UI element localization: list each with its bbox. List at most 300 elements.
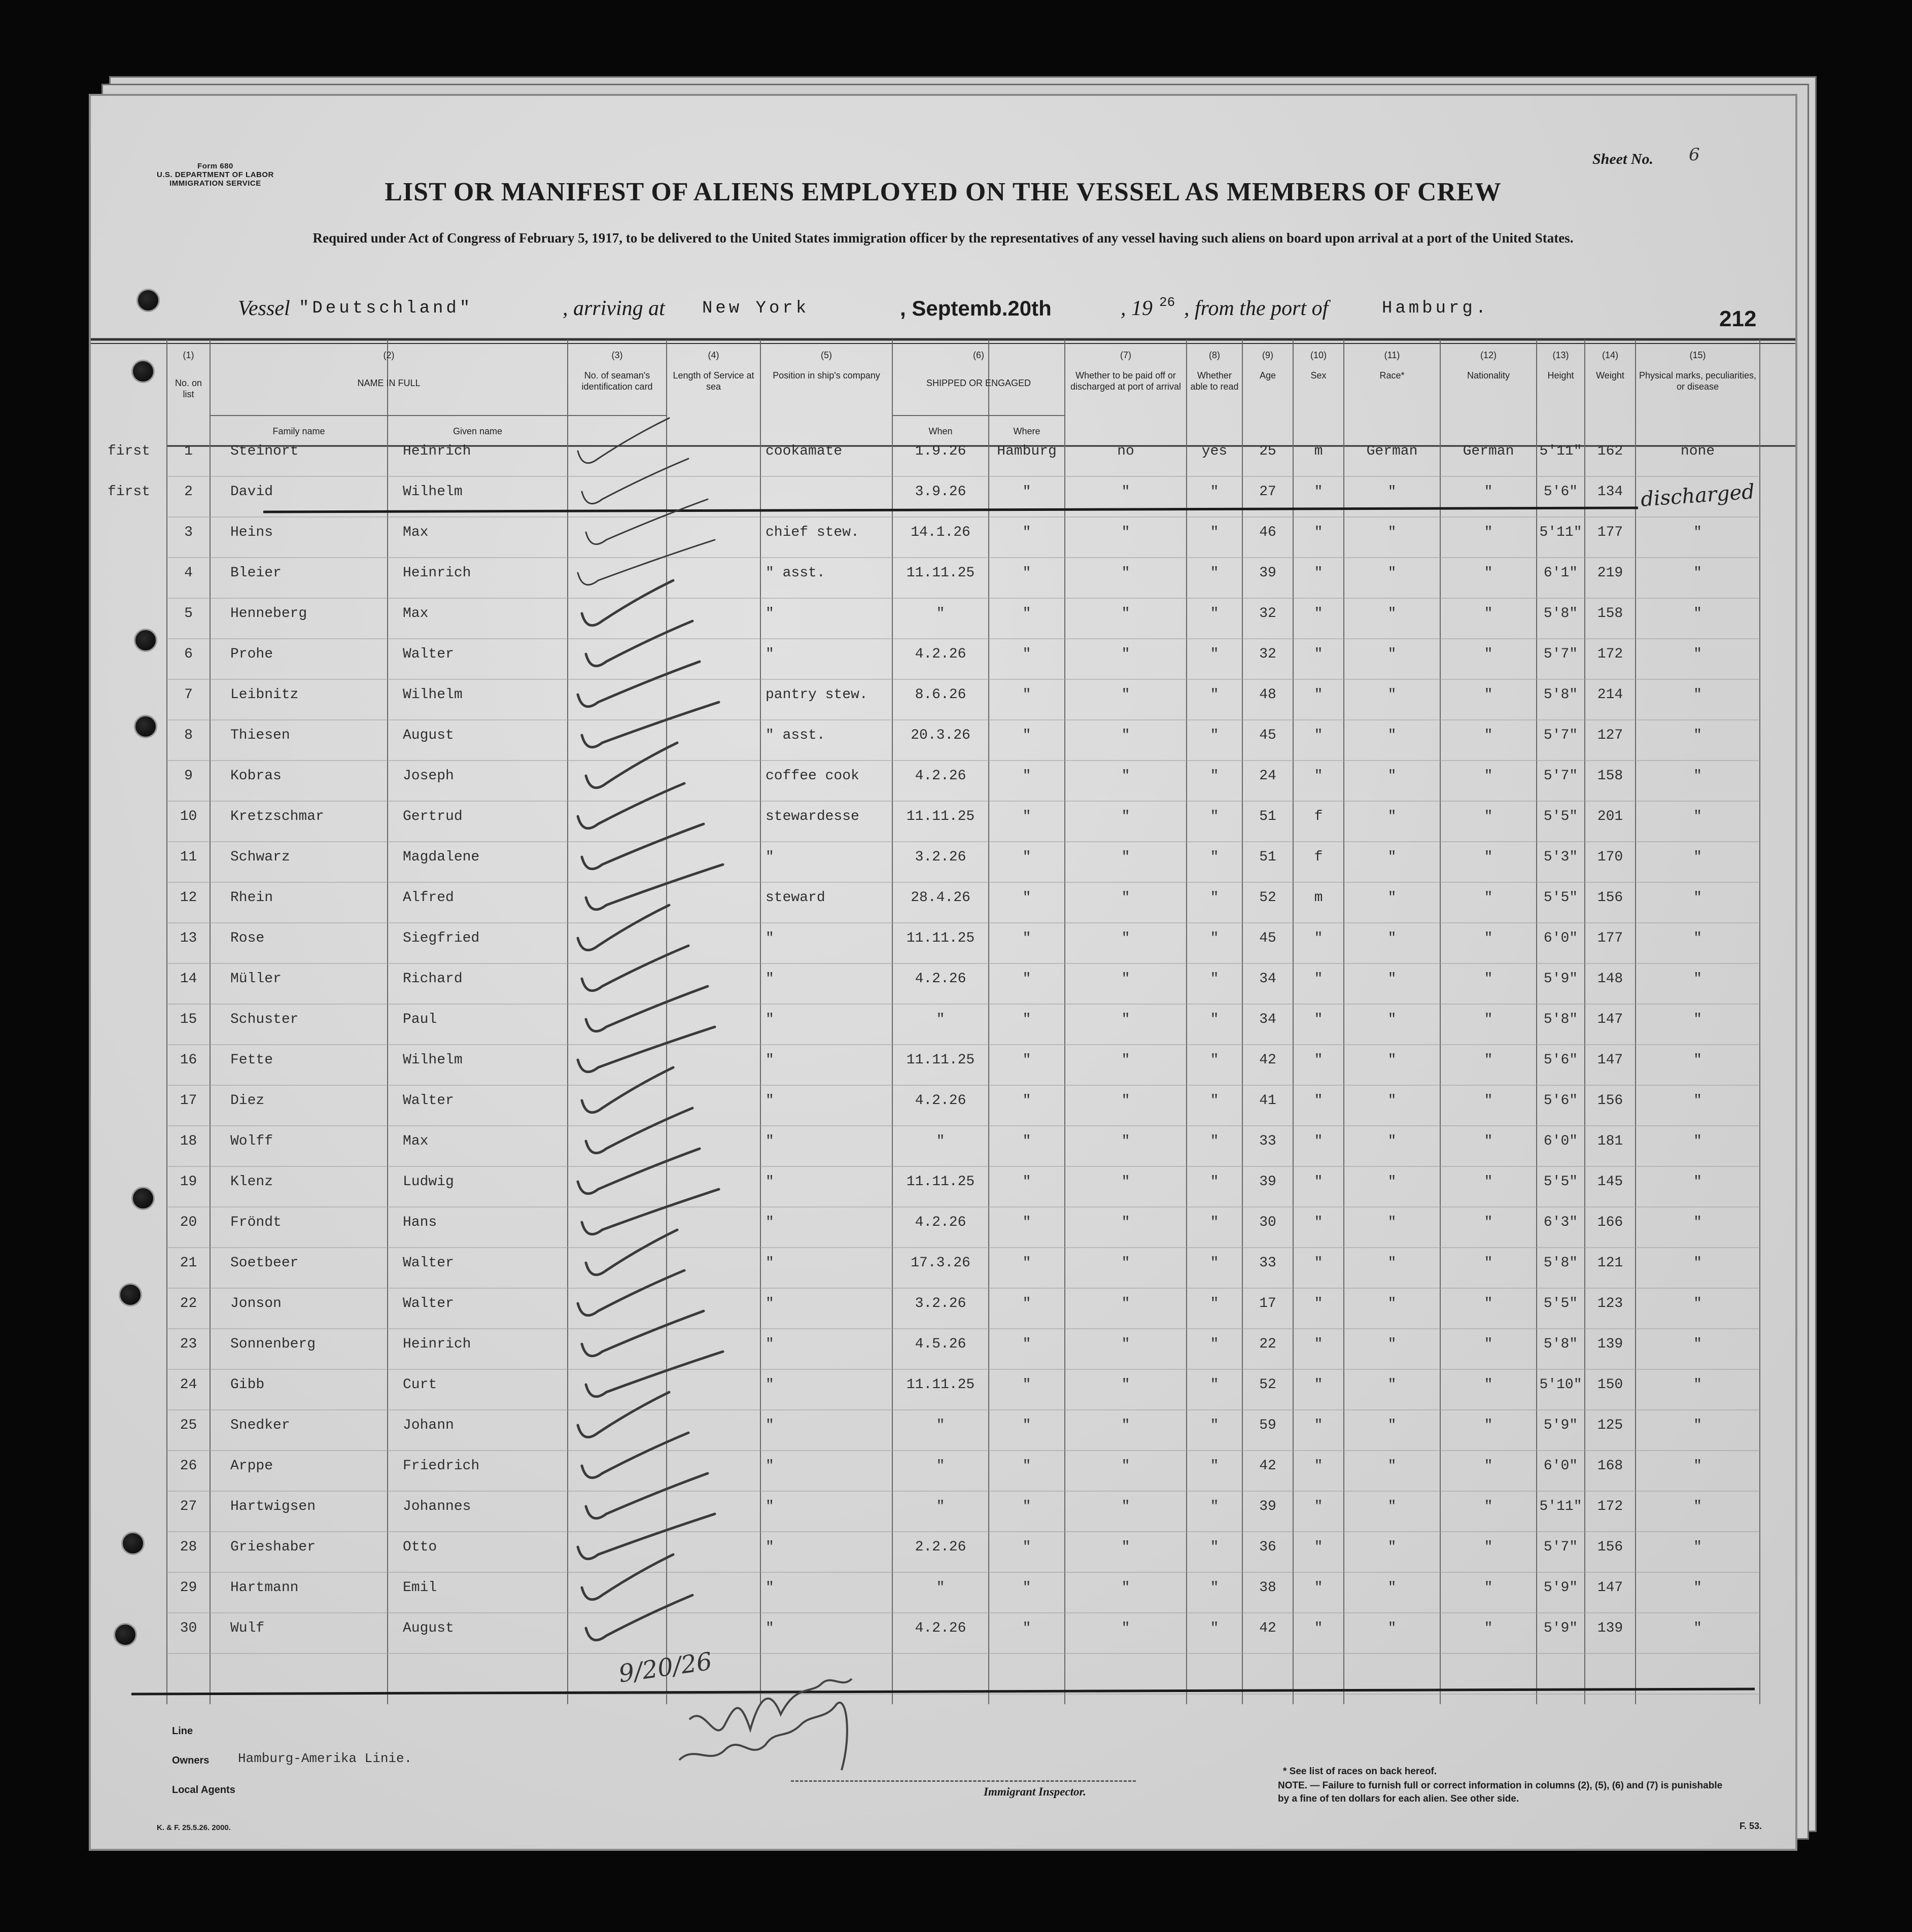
page-subtitle: Required under Act of Congress of February 5, 1917, to be delivered to the United States immigration officer by the representatives of any vessel having such aliens on board upon arrival at a port of the United States. — [312, 230, 1574, 246]
cell-read: " — [1210, 1620, 1219, 1636]
cell-read: " — [1210, 930, 1219, 946]
cell-nationality: " — [1484, 1336, 1493, 1352]
cell-height: 5'5" — [1543, 1296, 1578, 1312]
checkmark-icon — [582, 1067, 673, 1113]
cell-marks: " — [1693, 1620, 1702, 1636]
checkmark-icon — [578, 905, 669, 950]
cell-given: Walter — [403, 1255, 454, 1271]
cell-age: 36 — [1259, 1539, 1276, 1555]
cell-where: " — [1022, 1499, 1031, 1514]
cell-position: stewardesse — [766, 809, 859, 824]
cell-given: Wilhelm — [403, 1052, 463, 1068]
cell-height: 5'5" — [1543, 890, 1578, 906]
cell-height: 5'8" — [1543, 1336, 1578, 1352]
cell-age: 46 — [1259, 525, 1276, 540]
cell-family: Soetbeer — [230, 1255, 299, 1271]
cell-age: 59 — [1259, 1418, 1276, 1433]
checkmark-icon — [578, 662, 700, 707]
cell-paid: " — [1121, 1539, 1130, 1555]
cell-sex: " — [1314, 525, 1323, 540]
cell-when: 3.2.26 — [915, 849, 966, 865]
cell-age: 34 — [1259, 1012, 1276, 1027]
cell-paid: " — [1121, 1336, 1130, 1352]
cell-weight: 156 — [1597, 1093, 1623, 1109]
checkmark-icon — [582, 824, 704, 869]
cell-family: Arppe — [230, 1458, 273, 1474]
cell-family: Grieshaber — [230, 1539, 316, 1555]
cell-height: 5'11" — [1539, 1499, 1582, 1514]
cell-paid: " — [1121, 728, 1130, 743]
cell-no: 23 — [180, 1336, 197, 1352]
cell-no: 26 — [180, 1458, 197, 1474]
cell-nationality: " — [1484, 930, 1493, 946]
cell-where: " — [1022, 890, 1031, 906]
cell-sex: f — [1314, 849, 1323, 865]
checkmark-icon — [578, 1392, 669, 1437]
cell-age: 52 — [1259, 890, 1276, 906]
cell-race: " — [1387, 565, 1397, 581]
cell-paid: " — [1121, 1133, 1130, 1149]
cell-where: " — [1022, 1012, 1031, 1027]
cell-position: " — [766, 1499, 774, 1514]
cell-when: 3.2.26 — [915, 1296, 966, 1312]
column-header: SHIPPED OR ENGAGED — [926, 378, 1031, 388]
cell-read: " — [1210, 565, 1219, 581]
cell-marks: " — [1693, 687, 1702, 703]
cell-age: 30 — [1259, 1215, 1276, 1230]
column-number: (2) — [383, 350, 395, 360]
cell-where: " — [1022, 1539, 1031, 1555]
cell-position: " — [766, 1052, 774, 1068]
cell-paid: " — [1121, 1377, 1130, 1393]
cell-marks: " — [1693, 1377, 1702, 1393]
checkmark-icon — [586, 743, 677, 788]
cell-given: Gertrud — [403, 809, 463, 824]
inspector-label: Immigrant Inspector. — [984, 1785, 1086, 1798]
cell-family: Steinort — [230, 443, 299, 459]
cell-paid: " — [1121, 890, 1130, 906]
cell-when: 11.11.25 — [906, 930, 975, 946]
cell-age: 39 — [1259, 1499, 1276, 1514]
cell-given: Paul — [403, 1012, 437, 1027]
column-subheader: When — [928, 426, 953, 436]
cell-position: " — [766, 606, 774, 622]
cell-age: 25 — [1259, 443, 1276, 459]
cell-sex: " — [1314, 1336, 1323, 1352]
checkmark-icon — [586, 621, 692, 666]
cell-height: 5'9" — [1543, 971, 1578, 987]
cell-when: 3.9.26 — [915, 484, 966, 500]
column-number: (1) — [183, 350, 194, 360]
cell-race: " — [1387, 1499, 1397, 1514]
cell-position: chief stew. — [766, 525, 859, 540]
form-code: F. 53. — [1740, 1821, 1762, 1831]
cell-where: " — [1022, 1580, 1031, 1596]
cell-no: 7 — [184, 687, 193, 703]
service-name: IMMIGRATION SERVICE — [169, 179, 261, 188]
cell-when: 4.2.26 — [915, 768, 966, 784]
cell-marks: discharged — [1640, 480, 1756, 511]
cell-race: " — [1387, 1296, 1397, 1312]
vessel-name: "Deutschland" — [299, 299, 473, 318]
cell-marks: " — [1693, 1336, 1702, 1352]
cell-age: 39 — [1259, 565, 1276, 581]
cell-height: 6'0" — [1543, 1133, 1578, 1149]
cell-height: 6'1" — [1543, 565, 1578, 581]
cell-given: Walter — [403, 646, 454, 662]
cell-marks: " — [1693, 1499, 1702, 1514]
cell-age: 17 — [1259, 1296, 1276, 1312]
cell-weight: 156 — [1597, 890, 1623, 906]
cell-sex: " — [1314, 1296, 1323, 1312]
column-header: Whether to be paid off or discharged at port of arrival — [1070, 370, 1181, 392]
cell-nationality: " — [1484, 687, 1493, 703]
cell-family: Fröndt — [230, 1215, 282, 1230]
cell-height: 5'8" — [1543, 1255, 1578, 1271]
cell-where: " — [1022, 849, 1031, 865]
cell-position: " — [766, 971, 774, 987]
cell-race: " — [1387, 930, 1397, 946]
page-title: LIST OR MANIFEST OF ALIENS EMPLOYED ON THE VESSEL AS MEMBERS OF CREW — [385, 178, 1502, 206]
cell-read: " — [1210, 890, 1219, 906]
cell-given: Richard — [403, 971, 463, 987]
cell-read: " — [1210, 484, 1219, 500]
cell-nationality: " — [1484, 849, 1493, 865]
checkmark-icon — [578, 1270, 684, 1316]
owners-value: Hamburg-Amerika Linie. — [238, 1751, 412, 1766]
cell-sex: " — [1314, 1215, 1323, 1230]
cell-family: Klenz — [230, 1174, 273, 1190]
cell-where: " — [1022, 1052, 1031, 1068]
cell-family: Gibb — [230, 1377, 265, 1393]
cell-height: 5'9" — [1543, 1620, 1578, 1636]
cell-weight: 177 — [1597, 525, 1623, 540]
cell-when: 11.11.25 — [906, 1377, 975, 1393]
cell-race: " — [1387, 809, 1397, 824]
cell-weight: 172 — [1597, 646, 1623, 662]
cell-no: 11 — [180, 849, 197, 865]
cell-height: 5'6" — [1543, 1093, 1578, 1109]
cell-weight: 177 — [1597, 930, 1623, 946]
cell-nationality: " — [1484, 1580, 1493, 1596]
sheet-number: 6 — [1689, 145, 1700, 165]
cell-race: " — [1387, 1093, 1397, 1109]
cell-age: 42 — [1259, 1458, 1276, 1474]
cell-weight: 147 — [1597, 1580, 1623, 1596]
cell-marks: " — [1693, 809, 1702, 824]
cell-given: Wilhelm — [403, 687, 463, 703]
cell-position: " — [766, 1215, 774, 1230]
cell-when: " — [936, 1458, 945, 1474]
cell-given: Walter — [403, 1093, 454, 1109]
cell-given: Walter — [403, 1296, 454, 1312]
cell-given: Max — [403, 606, 429, 622]
cell-nationality: " — [1484, 1620, 1493, 1636]
cell-race: " — [1387, 606, 1397, 622]
cell-read: " — [1210, 1255, 1219, 1271]
cell-when: 2.2.26 — [915, 1539, 966, 1555]
cell-where: " — [1022, 1133, 1031, 1149]
cell-weight: 134 — [1597, 484, 1623, 500]
cell-where: " — [1022, 809, 1031, 824]
cell-family: Bleier — [230, 565, 282, 581]
cell-where: " — [1022, 1458, 1031, 1474]
cell-family: Fette — [230, 1052, 273, 1068]
cell-nationality: " — [1484, 1296, 1493, 1312]
cell-age: 41 — [1259, 1093, 1276, 1109]
cell-nationality: " — [1484, 1093, 1493, 1109]
cell-read: " — [1210, 1539, 1219, 1555]
cell-paid: " — [1121, 1458, 1130, 1474]
cell-nationality: " — [1484, 525, 1493, 540]
cell-weight: 121 — [1597, 1255, 1623, 1271]
end-of-list-rule — [131, 1689, 1755, 1694]
cell-weight: 158 — [1597, 606, 1623, 622]
cell-height: 5'7" — [1543, 728, 1578, 743]
cell-race: " — [1387, 1133, 1397, 1149]
cell-position: " — [766, 1133, 774, 1149]
column-header: Sex — [1310, 370, 1327, 381]
cell-where: " — [1022, 484, 1031, 500]
cell-marks: " — [1693, 1012, 1702, 1027]
cell-read: " — [1210, 1336, 1219, 1352]
cell-nationality: " — [1484, 1215, 1493, 1230]
cell-weight: 150 — [1597, 1377, 1623, 1393]
column-header: Weight — [1596, 370, 1624, 381]
cell-height: 6'3" — [1543, 1215, 1578, 1230]
cell-sex: " — [1314, 1539, 1323, 1555]
cell-family: Schuster — [230, 1012, 299, 1027]
cell-paid: " — [1121, 971, 1130, 987]
cell-position: pantry stew. — [766, 687, 868, 703]
cell-no: 29 — [180, 1580, 197, 1596]
cell-height: 5'6" — [1543, 1052, 1578, 1068]
cell-paid: " — [1121, 484, 1130, 500]
cell-race: " — [1387, 728, 1397, 743]
cell-family: Henneberg — [230, 606, 307, 622]
cell-no: 19 — [180, 1174, 197, 1190]
checkmark-icon — [582, 459, 688, 504]
cell-position: " — [766, 1296, 774, 1312]
cell-read: " — [1210, 1174, 1219, 1190]
cell-nationality: " — [1484, 971, 1493, 987]
cell-marks: " — [1693, 1133, 1702, 1149]
cell-age: 27 — [1259, 484, 1276, 500]
cell-given: August — [403, 1620, 454, 1636]
cell-height: 5'10" — [1539, 1377, 1582, 1393]
cell-when: 4.2.26 — [915, 1215, 966, 1230]
cell-read: " — [1210, 1133, 1219, 1149]
cell-paid: " — [1121, 646, 1130, 662]
cell-read: " — [1210, 1580, 1219, 1596]
column-number: (13) — [1552, 350, 1569, 360]
cell-no: 20 — [180, 1215, 197, 1230]
cell-when: 17.3.26 — [911, 1255, 970, 1271]
cell-where: " — [1022, 646, 1031, 662]
cell-sex: " — [1314, 930, 1323, 946]
cell-age: 51 — [1259, 809, 1276, 824]
inspector-signature-line — [791, 1780, 1136, 1782]
column-header: Height — [1547, 370, 1574, 381]
cell-weight: 125 — [1597, 1418, 1623, 1433]
cell-marks: " — [1693, 1052, 1702, 1068]
column-header: Length of Service at sea — [673, 370, 754, 392]
cell-sex: " — [1314, 971, 1323, 987]
cell-height: 5'7" — [1543, 1539, 1578, 1555]
local-agents-label: Local Agents — [172, 1784, 235, 1796]
cell-family: Wolff — [230, 1133, 273, 1149]
cell-paid: " — [1121, 1418, 1130, 1433]
cell-age: 51 — [1259, 849, 1276, 865]
cell-paid: " — [1121, 525, 1130, 540]
checkmark-icon — [586, 986, 708, 1031]
cell-family: Hartwigsen — [230, 1499, 316, 1514]
column-header: Physical marks, peculiarities, or disease — [1639, 370, 1757, 392]
cell-paid: " — [1121, 768, 1130, 784]
column-number: (3) — [611, 350, 623, 360]
cell-no: 9 — [184, 768, 193, 784]
cell-when: " — [936, 606, 945, 622]
sheet-label: Sheet No. — [1592, 151, 1653, 167]
cell-sex: " — [1314, 768, 1323, 784]
cell-height: 5'6" — [1543, 484, 1578, 500]
checkmark-icon — [586, 1352, 723, 1397]
cell-race: " — [1387, 1377, 1397, 1393]
cell-sex: " — [1314, 1499, 1323, 1514]
cell-marks: " — [1693, 1458, 1702, 1474]
cell-given: Johann — [403, 1418, 454, 1433]
cell-read: " — [1210, 1458, 1219, 1474]
column-number: (10) — [1310, 350, 1327, 360]
cell-family: Rhein — [230, 890, 273, 906]
cell-class: first — [107, 443, 150, 459]
cell-position: " — [766, 849, 774, 865]
cell-race: " — [1387, 849, 1397, 865]
cell-height: 5'5" — [1543, 1174, 1578, 1190]
cell-height: 5'9" — [1543, 1580, 1578, 1596]
cell-family: Prohe — [230, 646, 273, 662]
cell-class: first — [107, 484, 150, 500]
cell-age: 52 — [1259, 1377, 1276, 1393]
cell-paid: " — [1121, 1215, 1130, 1230]
cell-weight: 147 — [1597, 1012, 1623, 1027]
column-number: (15) — [1689, 350, 1706, 360]
checkmark-icon — [582, 1189, 719, 1234]
cell-when: 8.6.26 — [915, 687, 966, 703]
cell-sex: " — [1314, 728, 1323, 743]
cell-marks: " — [1693, 1174, 1702, 1190]
cell-given: Alfred — [403, 890, 454, 906]
cell-read: " — [1210, 606, 1219, 622]
cell-nationality: German — [1463, 443, 1514, 459]
cell-no: 13 — [180, 930, 197, 946]
cell-no: 12 — [180, 890, 197, 906]
cell-given: Max — [403, 525, 429, 540]
cell-given: Siegfried — [403, 930, 480, 946]
cell-read: " — [1210, 1012, 1219, 1027]
cell-nationality: " — [1484, 1458, 1493, 1474]
cell-weight: 181 — [1597, 1133, 1623, 1149]
cell-no: 14 — [180, 971, 197, 987]
column-number: (7) — [1120, 350, 1131, 360]
cell-when: 4.5.26 — [915, 1336, 966, 1352]
cell-given: Ludwig — [403, 1174, 454, 1190]
checkmark-icon — [586, 1595, 692, 1640]
column-header: Whether able to read — [1190, 370, 1239, 392]
cell-where: " — [1022, 971, 1031, 987]
cell-paid: " — [1121, 1255, 1130, 1271]
cell-age: 38 — [1259, 1580, 1276, 1596]
cell-family: Diez — [230, 1093, 265, 1109]
cell-position: steward — [766, 890, 825, 906]
cell-where: " — [1022, 1418, 1031, 1433]
cell-no: 8 — [184, 728, 193, 743]
cell-family: Rose — [230, 930, 265, 946]
cell-where: " — [1022, 565, 1031, 581]
checkmark-icon — [582, 1433, 688, 1478]
cell-sex: " — [1314, 1377, 1323, 1393]
cell-sex: " — [1314, 1012, 1323, 1027]
cell-paid: " — [1121, 1296, 1130, 1312]
cell-where: " — [1022, 1296, 1031, 1312]
cell-race: " — [1387, 1174, 1397, 1190]
cell-read: " — [1210, 1418, 1219, 1433]
cell-weight: 214 — [1597, 687, 1623, 703]
cell-age: 32 — [1259, 606, 1276, 622]
form-number: Form 680 — [197, 162, 233, 170]
cell-position: " — [766, 1174, 774, 1190]
cell-marks: " — [1693, 1093, 1702, 1109]
column-header: Race* — [1379, 370, 1405, 381]
inspector-signature — [649, 1643, 933, 1780]
cell-paid: no — [1117, 443, 1134, 459]
cell-nationality: " — [1484, 768, 1493, 784]
cell-position: " — [766, 1377, 774, 1393]
cell-marks: " — [1693, 1418, 1702, 1433]
cell-weight: 145 — [1597, 1174, 1623, 1190]
cell-nationality: " — [1484, 1255, 1493, 1271]
cell-read: " — [1210, 971, 1219, 987]
cell-weight: 201 — [1597, 809, 1623, 824]
cell-given: Friedrich — [403, 1458, 480, 1474]
cell-sex: " — [1314, 565, 1323, 581]
checkmark-icon — [586, 1108, 692, 1153]
cell-no: 3 — [184, 525, 193, 540]
cell-weight: 127 — [1597, 728, 1623, 743]
cell-read: " — [1210, 728, 1219, 743]
cell-position: " — [766, 1539, 774, 1555]
cell-weight: 147 — [1597, 1052, 1623, 1068]
arrival-year: 26 — [1159, 295, 1175, 310]
column-header: Nationality — [1467, 370, 1510, 381]
cell-family: Hartmann — [230, 1580, 299, 1596]
cell-where: " — [1022, 930, 1031, 946]
cell-given: Curt — [403, 1377, 437, 1393]
department-name: U.S. DEPARTMENT OF LABOR — [157, 170, 274, 179]
cell-given: Heinrich — [403, 443, 471, 459]
cell-height: 5'8" — [1543, 606, 1578, 622]
column-header: No. of seaman's identification card — [581, 370, 653, 392]
cell-nationality: " — [1484, 646, 1493, 662]
cell-race: " — [1387, 768, 1397, 784]
cell-age: 22 — [1259, 1336, 1276, 1352]
column-subheader: Given name — [453, 426, 503, 436]
cell-weight: 172 — [1597, 1499, 1623, 1514]
races-note: * See list of races on back hereof. — [1283, 1766, 1437, 1777]
cell-family: Jonson — [230, 1296, 282, 1312]
cell-paid: " — [1121, 930, 1130, 946]
cell-race: " — [1387, 1336, 1397, 1352]
